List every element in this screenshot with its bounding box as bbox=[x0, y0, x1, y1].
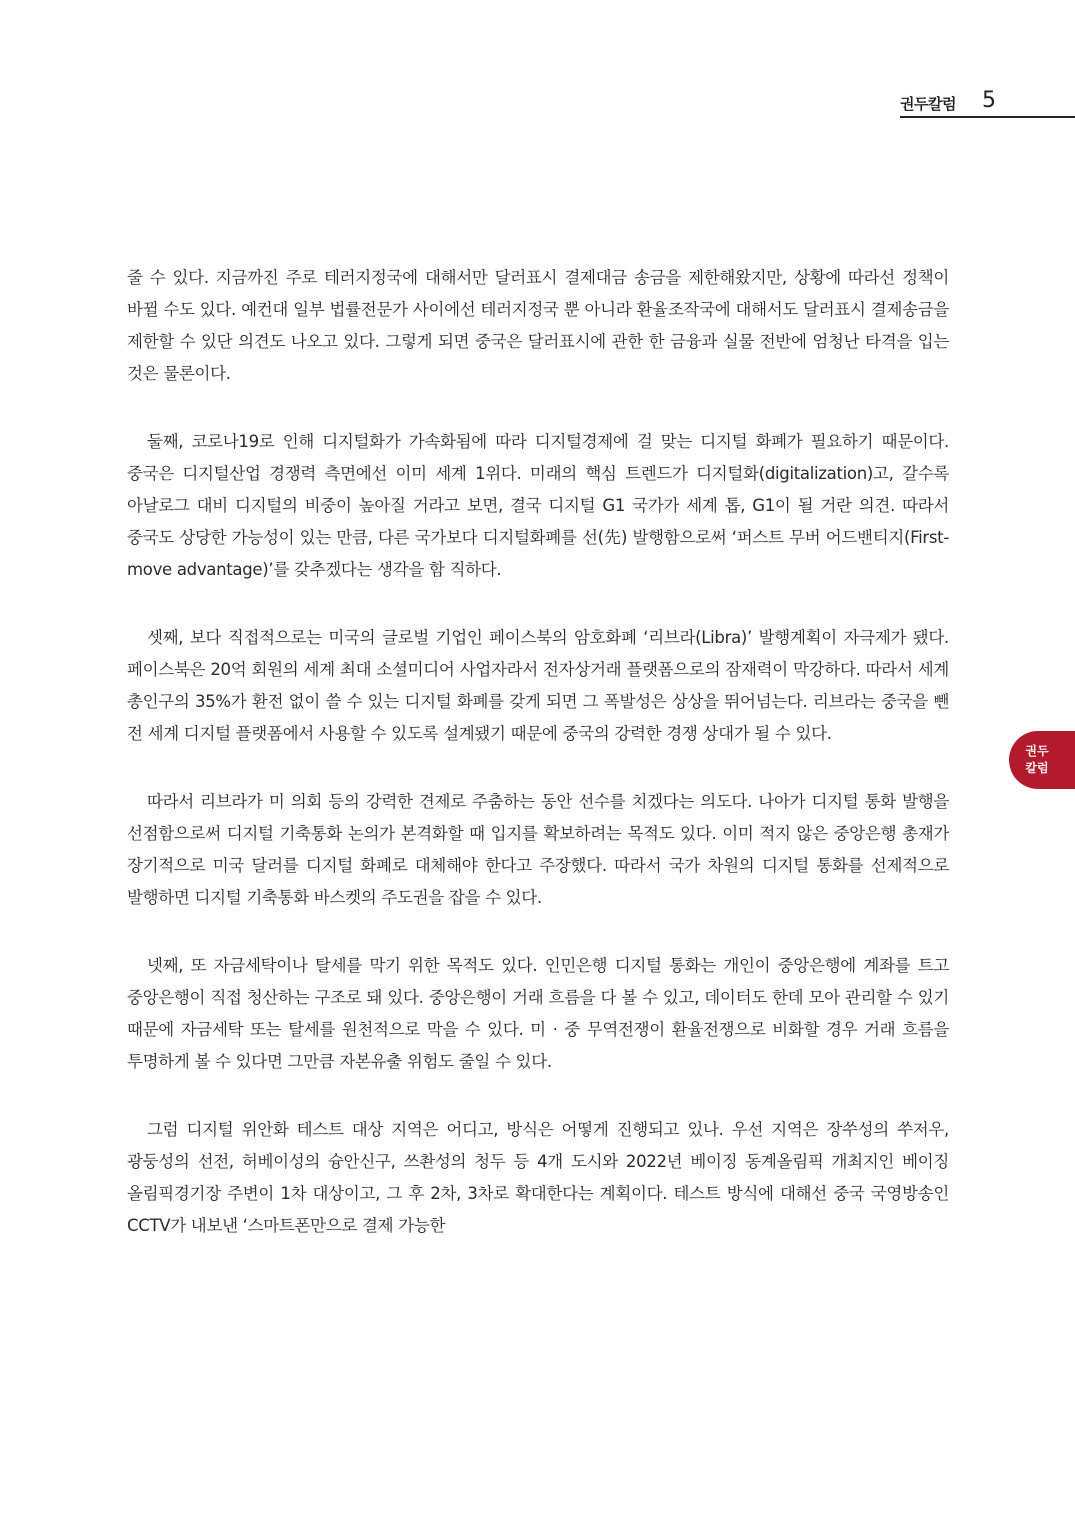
section-label: 권두칼럼 bbox=[900, 95, 956, 113]
page-number: 5 bbox=[982, 88, 996, 113]
paragraph: 셋째, 보다 직접적으로는 미국의 글로벌 기업인 페이스북의 암호화폐 ‘리브라(Libra)’ 발행계획이 자극제가 됐다. 페이스북은 20억 회원의 세계 최대 소셜미디어 사업자라서 전자상거래 플랫폼으로의 잠재력이 막강하다. 따라서 세계 총인구의 35%가 환전 없이 쓸 수 있는 디지털 화폐를 갖게 되면 그 폭발성은 상상을 뛰어넘는다. 리브라는 중국을 뺀 전 세계 디지털 플랫폼에서 사용할 수 있도록 설계됐기 때문에 중국의 강력한 경쟁 상대가 될 수 있다. bbox=[127, 628, 949, 743]
header-rule bbox=[900, 116, 1075, 118]
paragraph: 줄 수 있다. 지금까진 주로 테러지정국에 대해서만 달러표시 결제대금 송금을 제한해왔지만, 상황에 따라선 정책이 바뀔 수도 있다. 예컨대 일부 법률전문가 사이에선 테러지정국 뿐 아니라 환율조작국에 대해서도 달러표시 결제송금을 제한할 수 있단 의견도 나오고 있다. 그렇게 되면 중국은 달러표시에 관한 한 금융과 실물 전반에 엄청난 타격을 입는 것은 물론이다. bbox=[127, 268, 949, 383]
paragraph: 넷째, 또 자금세탁이나 탈세를 막기 위한 목적도 있다. 인민은행 디지털 통화는 개인이 중앙은행에 계좌를 트고 중앙은행이 직접 청산하는 구조로 돼 있다. 중앙은행이 거래 흐름을 다 볼 수 있고, 데이터도 한데 모아 관리할 수 있기 때문에 자금세탁 또는 탈세를 원천적으로 막을 수 있다. 미 · 중 무역전쟁이 환율전쟁으로 비화할 경우 거래 흐름을 투명하게 볼 수 있다면 그만큼 자본유출 위험도 줄일 수 있다. bbox=[127, 956, 949, 1071]
paragraph: 그럼 디지털 위안화 테스트 대상 지역은 어디고, 방식은 어떻게 진행되고 있나. 우선 지역은 장쑤성의 쑤저우, 광둥성의 선전, 허베이성의 슝안신구, 쓰촨성의 청두 등 4개 도시와 2022년 베이징 동계올림픽 개최지인 베이징 올림픽경기장 주변이 1차 대상이고, 그 후 2차, 3차로 확대한다는 계획이다. 테스트 방식에 대해선 중국 국영방송인 CCTV가 내보낸 ‘스마트폰만으로 결제 가능한 bbox=[127, 1120, 949, 1235]
side-tab-line-2: 칼럼 bbox=[1025, 761, 1049, 775]
page-header bbox=[900, 88, 1075, 118]
side-tab-line-1: 권두 bbox=[1025, 744, 1049, 758]
section-side-tab bbox=[1009, 731, 1075, 789]
paragraph: 둘째, 코로나19로 인해 디지털화가 가속화됨에 따라 디지털경제에 걸 맞는 디지털 화폐가 필요하기 때문이다. 중국은 디지털산업 경쟁력 측면에선 이미 세계 1위다. 미래의 핵심 트렌드가 디지털화(digitalization)고, 갈수록 아날로그 대비 디지털의 비중이 높아질 거라고 보면, 결국 디지털 G1 국가가 세계 톱, G1이 될 거란 의견. 따라서 중국도 상당한 가능성이 있는 만큼, 다른 국가보다 디지털화폐를 선(先) 발행함으로써 ‘퍼스트 무버 어드밴티지(First-move advantage)’를 갖추겠다는 생각을 함 직하다. bbox=[127, 432, 949, 579]
paragraph: 따라서 리브라가 미 의회 등의 강력한 견제로 주춤하는 동안 선수를 치겠다는 의도다. 나아가 디지털 통화 발행을 선점함으로써 디지털 기축통화 논의가 본격화할 때 입지를 확보하려는 목적도 있다. 이미 적지 않은 중앙은행 총재가 장기적으로 미국 달러를 디지털 화폐로 대체해야 한다고 주장했다. 따라서 국가 차원의 디지털 통화를 선제적으로 발행하면 디지털 기축통화 바스켓의 주도권을 잡을 수 있다. bbox=[127, 792, 949, 907]
article-body bbox=[127, 262, 949, 1278]
